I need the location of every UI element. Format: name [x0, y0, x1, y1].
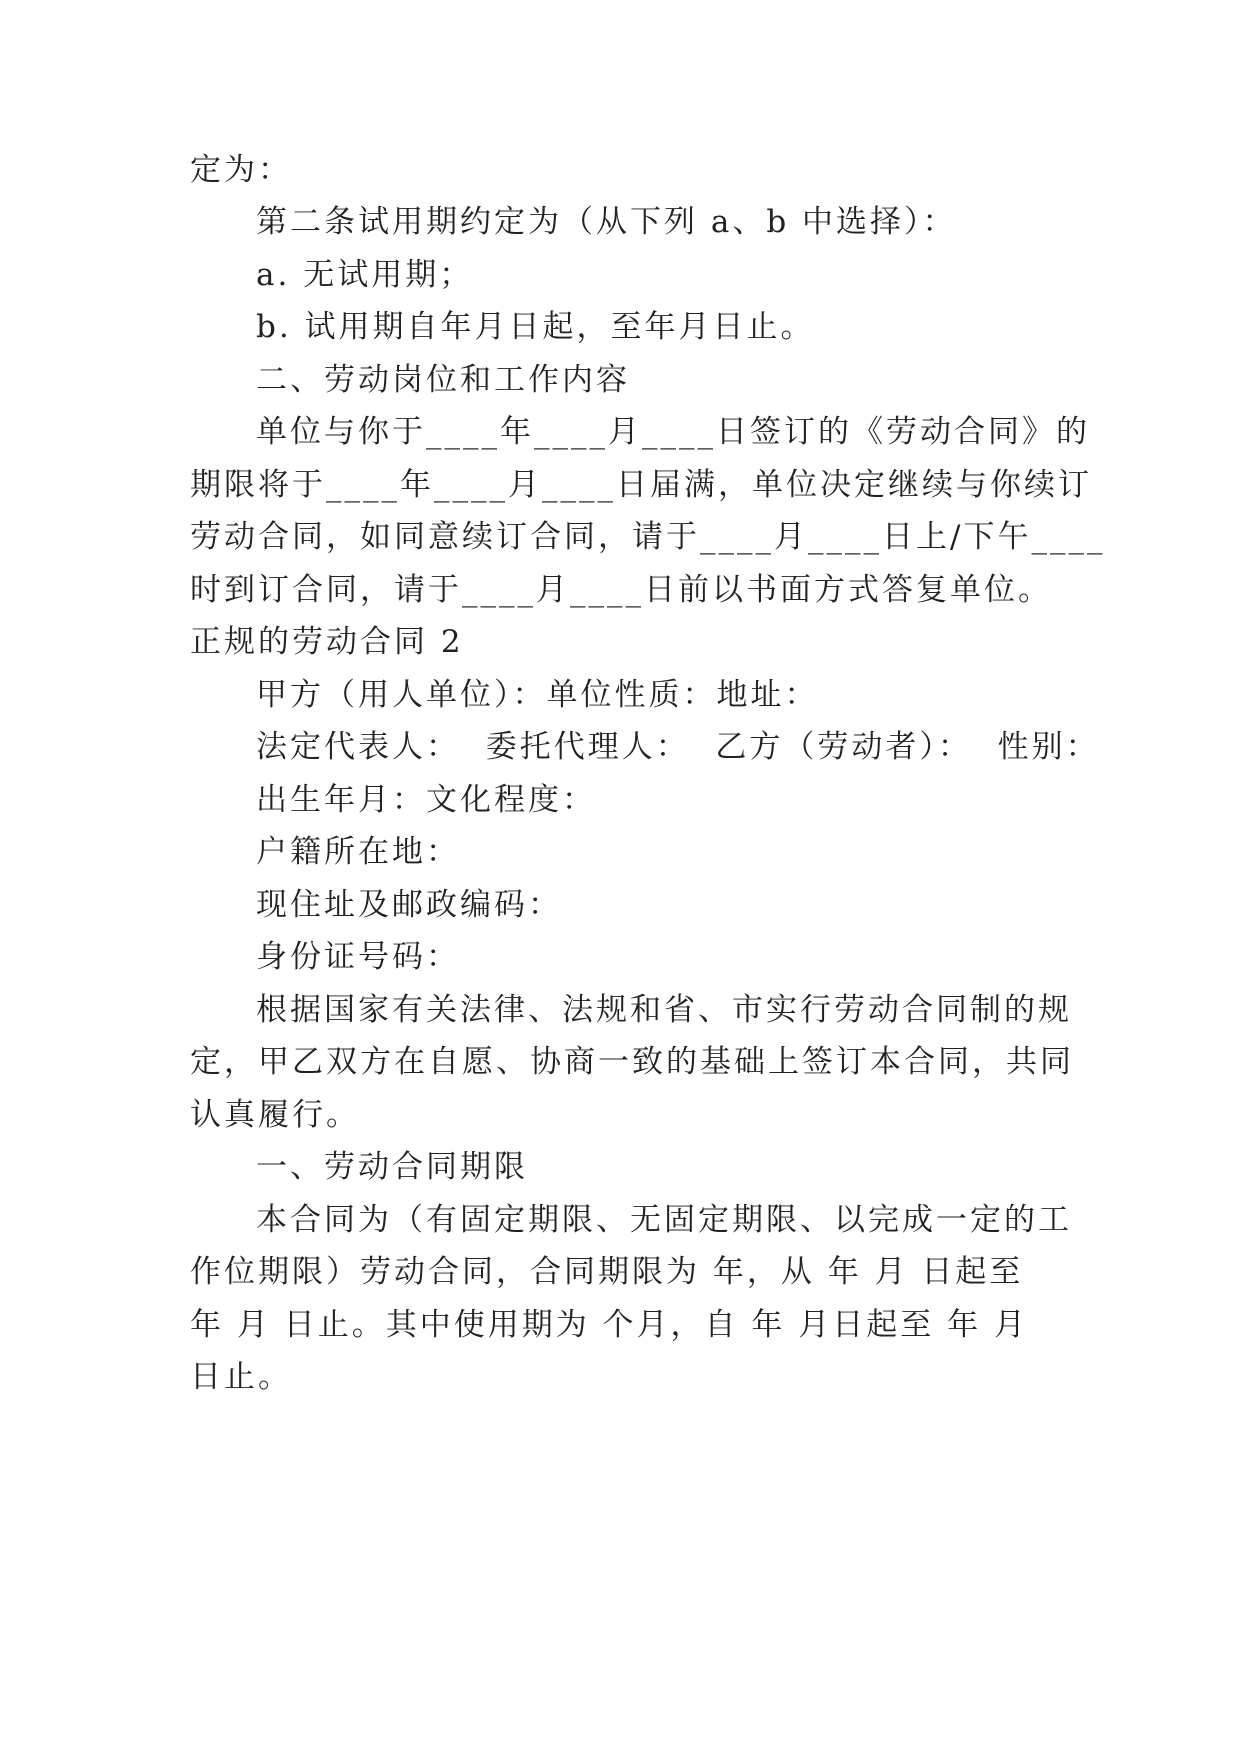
text-line-2: 第二条试用期约定为（从下列 a、b 中选择）： [256, 204, 957, 240]
section-heading: 二、劳动岗位和工作内容 [256, 362, 630, 398]
section-heading-2: 一、劳动合同期限 [256, 1149, 528, 1185]
text-line-19: 认真履行。 [190, 1097, 360, 1133]
text-line-14: 户籍所在地： [256, 834, 460, 870]
text-line-12: 法定代表人： 委托代理人： 乙方（劳动者）： 性别： [256, 729, 1100, 765]
text-line-15: 现住址及邮政编码： [256, 887, 562, 923]
text-line-3: a. 无试用期； [256, 257, 474, 293]
text-line-6: 单位与你于____年____月____日签订的《劳动合同》的 [256, 414, 1090, 450]
text-line-18: 定，甲乙双方在自愿、协商一致的基础上签订本合同，共同 [190, 1044, 1074, 1080]
text-line-8: 劳动合同，如同意续订合同，请于____月____日上/下午____ [190, 519, 1106, 555]
document-title: 正规的劳动合同 2 [190, 624, 464, 660]
text-line-21: 本合同为（有固定期限、无固定期限、以完成一定的工 [256, 1202, 1072, 1238]
text-line-23: 年 月 日止。其中使用期为 个月，自 年 月日起至 年 月 [190, 1307, 1028, 1343]
text-line-24: 日止。 [190, 1359, 292, 1395]
text-line-1: 定为： [190, 152, 292, 188]
text-line-22: 作位期限）劳动合同，合同期限为 年，从 年 月 日起至 [190, 1254, 1024, 1290]
text-line-4: b. 试用期自年月日起，至年月日止。 [256, 309, 815, 345]
text-line-16: 身份证号码： [256, 939, 460, 975]
text-line-9: 时到订合同，请于____月____日前以书面方式答复单位。 [190, 572, 1052, 608]
text-line-7: 期限将于____年____月____日届满，单位决定继续与你续订 [190, 467, 1092, 503]
text-line-11: 甲方（用人单位）：单位性质：地址： [256, 677, 819, 713]
text-line-13: 出生年月：文化程度： [256, 782, 596, 818]
text-line-17: 根据国家有关法律、法规和省、市实行劳动合同制的规 [256, 992, 1072, 1028]
